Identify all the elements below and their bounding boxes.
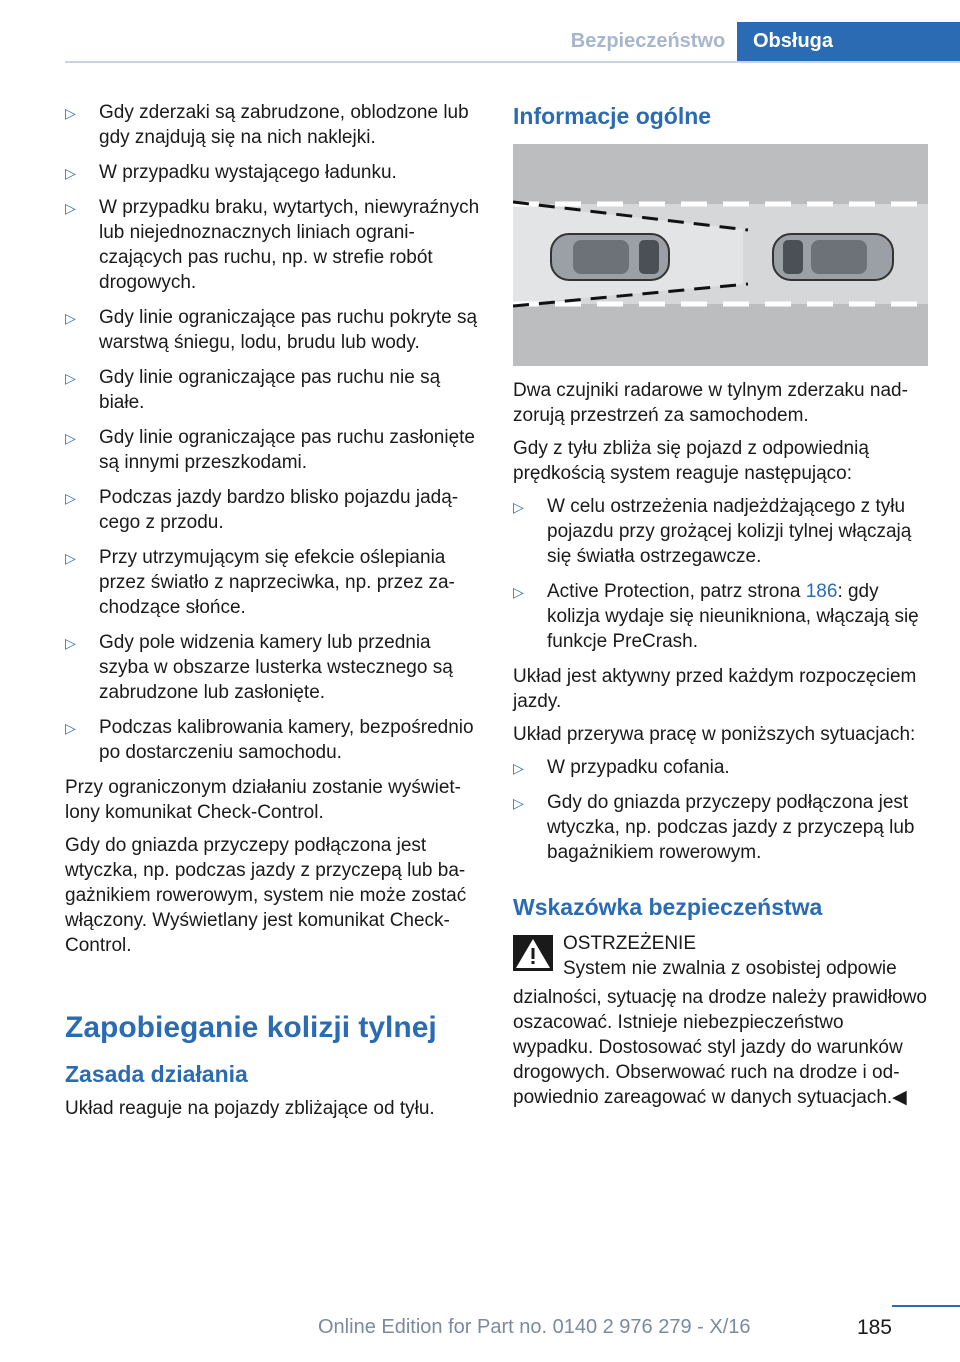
triangle-bullet-icon: ▷: [65, 200, 76, 216]
list-item: ▷ Przy utrzymującym się efekcie oślepiania przez światło z naprzeciwka, np. przez zachodzące słońce.: [65, 547, 455, 618]
warning-block: [513, 931, 928, 981]
header-section-tab[interactable]: Bezpieczeństwo: [570, 30, 726, 52]
list-item: ▷ Gdy linie ograniczające pas ruchu nie są białe.: [65, 367, 441, 413]
triangle-bullet-icon: ▷: [65, 635, 76, 651]
list-item: ▷ W celu ostrzeżenia nadjeżdżającego z tyłu pojazdu przy grożącej kolizji tylnej włączają się światła ostrzegawcze.: [513, 496, 912, 567]
right-column: [513, 102, 928, 1118]
chapter-title: Zapobieganie kolizji tylnej: [65, 1011, 437, 1044]
header-chapter-tab[interactable]: Obsługa: [737, 22, 960, 61]
footer-edition: Online Edition for Part no. 0140 2 976 279 - X/16: [318, 1316, 751, 1338]
list-item: ▷ W przypadku braku, wytartych, niewyraźnych lub niejednoznacznych liniach ograniczających pas ruchu, np. w strefie robót drogowych.: [65, 197, 480, 293]
left-column: [65, 100, 480, 1129]
triangle-bullet-icon: ▷: [65, 310, 76, 326]
list-item: ▷ Gdy zderzaki są zabrudzone, oblodzone lub gdy znajdują się na nich naklejki.: [65, 102, 469, 148]
list-item: ▷ Gdy pole widzenia kamery lub przednia szyba w obszarze lusterka wstecznego są zabrudzone lub zasłonięte.: [65, 632, 453, 703]
triangle-bullet-icon: ▷: [65, 490, 76, 506]
triangle-bullet-icon: ▷: [513, 795, 524, 811]
triangle-bullet-icon: ▷: [513, 584, 524, 600]
triangle-bullet-icon: ▷: [65, 720, 76, 736]
triangle-bullet-icon: ▷: [65, 430, 76, 446]
interrupt-paragraph: Układ przerywa pracę w poniższych sytuacjach:: [513, 724, 916, 745]
page-number: 185: [856, 1316, 892, 1339]
section-text: Układ reaguje na pojazdy zbliżające od tyłu.: [65, 1098, 435, 1119]
header-rule: [65, 61, 960, 63]
trailer-socket-paragraph: Gdy do gniazda przyczepy podłączona jest wtyczka, np. podczas jazdy z przyczepą lub bagażnikiem rowerowym, system nie może zostać włączony. Wyświetlany jest komunikat Check-Control.: [65, 835, 467, 956]
page-reference-link[interactable]: 186: [805, 581, 838, 602]
reaction-paragraph: Gdy z tyłu zbliża się pojazd z odpowiednią prędkością system reaguje następująco:: [513, 438, 869, 484]
triangle-bullet-icon: ▷: [513, 760, 524, 776]
section-title: Zasada działania: [65, 1061, 248, 1087]
warning-text: dzialności, sytuację na drodze należy prawidłowo oszacować. Istnieje niebezpieczeństwo wypadku. Dostosować styl jazdy do warunków drogowych. Obserwować ruch na drodze i odpowiednio zareagować w danych sytuacjach.◀: [513, 987, 928, 1108]
footer-rule: [892, 1305, 960, 1307]
list-item: ▷ Gdy linie ograniczające pas ruchu zasłonięte są innymi przeszkodami.: [65, 427, 475, 473]
reaction-list: [513, 494, 928, 654]
limited-function-paragraph: Przy ograniczonym działaniu zostanie wyświetlony komunikat Check-Control.: [65, 777, 461, 823]
list-item: ▷ W przypadku cofania.: [513, 755, 928, 780]
list-item: ▷ Podczas jazdy bardzo blisko pojazdu jadącego z przodu.: [65, 487, 459, 533]
warning-first-line: System nie zwalnia z osobistej odpowie: [563, 958, 897, 979]
active-paragraph: Układ jest aktywny przed każdym rozpoczęciem jazdy.: [513, 666, 917, 712]
general-info-heading: Informacje ogólne: [513, 103, 712, 129]
triangle-bullet-icon: ▷: [513, 499, 524, 515]
list-item: ▷ Gdy linie ograniczające pas ruchu pokryte są warstwą śniegu, lodu, brudu lub wody.: [65, 307, 478, 353]
triangle-bullet-icon: ▷: [65, 370, 76, 386]
sensors-paragraph: Dwa czujniki radarowe w tylnym zderzaku nadzorują przestrzeń za samochodem.: [513, 380, 908, 426]
conditions-list: [65, 100, 480, 765]
radar-diagram-image: [513, 144, 928, 366]
triangle-bullet-icon: ▷: [65, 165, 76, 181]
car-front-image: [773, 234, 893, 280]
list-item: ▷ Active Protection, patrz strona 186: gdy kolizja wydaje się nieunikniona, włączają się funkcje PreCrash.: [513, 581, 919, 652]
safety-heading: Wskazówka bezpieczeństwa: [513, 894, 823, 920]
triangle-bullet-icon: ▷: [65, 105, 76, 121]
list-item: ▷ W przypadku wystającego ładunku.: [65, 160, 480, 185]
list-item: ▷ Podczas kalibrowania kamery, bezpośrednio po dostarczeniu samochodu.: [65, 717, 474, 763]
car-rear-image: [551, 234, 669, 280]
interrupt-list: [513, 755, 928, 865]
warning-label: OSTRZEŻENIE: [563, 933, 697, 954]
list-item: ▷ Gdy do gniazda przyczepy podłączona jest wtyczka, np. podczas jazdy z przyczepą lub bagażnikiem rowerowym.: [513, 792, 915, 863]
warning-triangle-icon: [513, 935, 553, 971]
triangle-bullet-icon: ▷: [65, 550, 76, 566]
